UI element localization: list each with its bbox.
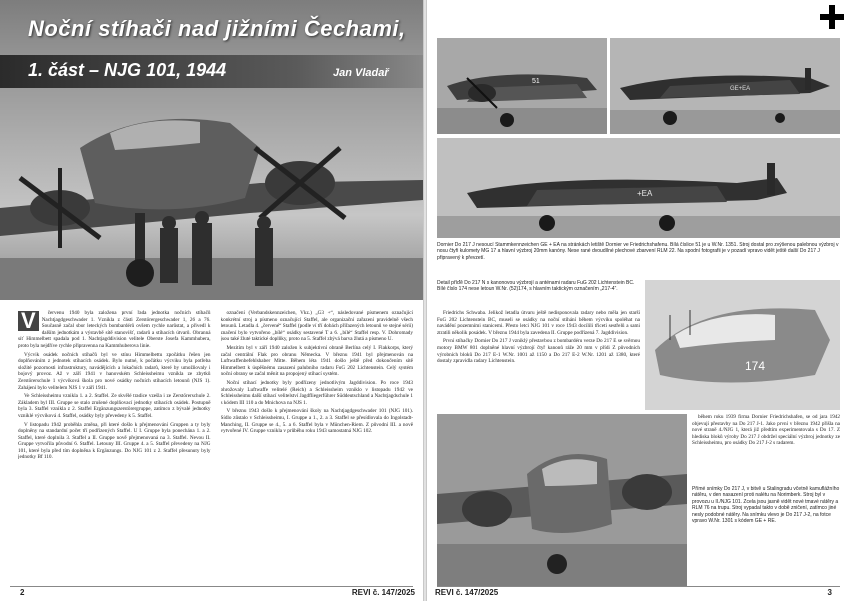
- text-column-3: [437, 310, 640, 410]
- left-text-columns: [18, 310, 413, 585]
- article-title-line2: 1. část – NJG 101, 1944: [28, 60, 227, 80]
- photo-do217-ge-ea-side: [437, 138, 840, 238]
- text-column-2: [221, 310, 414, 585]
- photo-do217n-nose: [645, 280, 840, 410]
- svg-text:51: 51: [532, 78, 540, 85]
- svg-text:+EA: +EA: [637, 189, 653, 198]
- main-photo-dornier-crew: [0, 88, 423, 300]
- drop-cap: V: [18, 311, 39, 331]
- caption-2: Detail příďě Do 217 N s kanonovou výzbrojí a anténami radaru FuG 202 Lichtenstein BC. Bílé číslo 174 nese letoun W.Nr. (52)174, s hlavním taktickým označením „217-4“.: [437, 280, 635, 293]
- paragraph: První stíhačky Dornier Do 217 J vzniklý přestavbou z bombardéru verze Do 217 E se svěrnou motory BMW 801 doplněné hlavní výzbrojí čtyř kanonů ráže 20 mm v přídi Z původních výrobních bloků Do 217 E-1 W.Nr. 1001 až 1150 a Do 217 E-2 W.Nr. 1201 až 1380, které dostaly zpravidla radary Lichtenstein.: [437, 338, 640, 365]
- paragraph: Výcvik osádek nočních stíhačů byl ve stínu Himmelbettu zpočátku řešen jen doplňováním z jednotek stíhacích osádek. Bylo nutné, k počátku výcviku byla potřeba složité pozornosti infrastruktury, navádějících a lokačních radarů, které by umožňovaly i bojový provoz. Až v září 1941 v hanovském Schleissheimu vznikla ze zbytků Zerstörerschule 1 výcviková škola pro nové osádky nočních stíhacích letounů (NJS 1). Zahájení bylo velitelem NJS 1 v září 1941.: [18, 351, 211, 391]
- svg-text:174: 174: [745, 359, 766, 373]
- paragraph: Noční stíhací jednotky byly podřízeny jednotlivým Jagddivision. Po roce 1943 ohrožovaly Luftwaffe velitelé (Reich) a Schleissheim vzniklo v listopadu 1942 ve Schleissheimu další stíhací velitelství Jagdfliegerführer Süddeutschland a Nachtjagdschule 1 s kódem III 110 a do Mnichova na NJS 1.: [220, 379, 413, 406]
- paragraph: označení (Verbandskennzeichen, Vkz.) „G3 +“, následované písmenem označující konkrétní stroj a písmeno označující Staffel, ale organizační zařazení pravidelně všech letounů. Letadla 4. „červené“ Staffel (podle ví tří dobách přiřazených letounů ve stejné sérii) značení bylo vytvořeno „bílé“ osádky sestavené T a 6. „bílé“ Staffel resp. V. Dohromady jsou také žluté taktické doplňky, proto na 5. Staffel zbývá barva žlutá a písmeno U.: [220, 310, 413, 343]
- photo-do217j-front: [437, 414, 687, 586]
- caption-1: [437, 242, 840, 261]
- page-number-right: 3: [827, 588, 832, 597]
- svg-text:GE+EA: GE+EA: [730, 86, 751, 92]
- caption-1-note: Na spodní fotografii je v pozadí vpravo vidět ještě další Do 217 J připravený k převzetí.: [437, 248, 820, 261]
- paragraph: V březnu 1943 došlo k přejmenování školy na Nachtjagdgeschwader 101 (NJG 101). Sídlo zůstalo v Schleissheimu, I. Gruppe a 1., 2. a 3. Staffel se přesídlovala do Ingolstadt-Manching, II. Gruppe se 4., 5. a 6. Staffel byla v München-Riem. Z původní III. a nově vytvořené IV. Gruppe vznikla v průběhu roku 1943 samostatná NJG 102.: [220, 408, 413, 435]
- balkenkreuz-icon: [819, 4, 845, 30]
- paragraph: během roku 1939 firma Dornier Friedrichshafen, se od jara 1942 objevují přestavby na Do 217 J-1. Jako první v březnu 1942 přišla na nové straně 4./NJG 1, která již předtím experimentovala s Do 17. Z hlediska bloků výroby Do 217 J obdržel speciální výzbroj jednotky ze Schleissheimu, pro osádky Do 217 J-2 s radarem.: [692, 414, 840, 447]
- paragraph: V listopadu 1942 proběhla změna, při které došlo k přejmenování Gruppen a ty byly doplněny na standardní počet tří podřízených Staffel. U I. Gruppe byla ponechána 1. a 2. Staffel, které doplnila 3. Staffel a II. Gruppe nově přejmenovaná na 3. Staffel. Nevou II. Gruppe vytvořila původní 6. Staffel. Letouny III. Gruppe 4. a 5. Staffel převedeny na NJG 101, které byla před tím doplněna k Ergänzungs. Do NJG 101 z 2. Staffel přesunuty byly jednotky Bf 110.: [18, 421, 211, 461]
- photo-do217-ge-ea-front: [610, 38, 840, 134]
- paragraph: Ve Schleissheimu vznikla 1. a 2. Staffel. Ze skvělé tradice vzešla i ze Zerstörerschule 2. Základem byl III. Gruppe se stalo zrušené doplňovací jednotky stíhacích osádek. Postupně byla 3. Staffel vznikla z 2. Staffel Ergänzungszerstörergruppe, zatímco z bývalé jednotky vzniklé výcviková 4. Staffel, osádky byly převedeny k 5. Staffel.: [18, 393, 211, 419]
- left-page: [0, 0, 423, 601]
- footer-rule: [10, 586, 413, 587]
- text-column-4: [692, 414, 840, 484]
- magazine-issue-left: REVI č. 147/2025: [351, 588, 415, 597]
- author-name: Jan Vladař: [333, 67, 389, 79]
- paragraph: červenu 1940 byla založena první řada jednotka nočních stíhačů Nachtjagdgeschwader 1. Vznikla z části Zerstörergeschwader 1, 26 a 76. Současně začal sbor leteckých bombardérů ovšem rychle narůstat, a přivedl k dalším jednotkám a výstavbě sítě stanovišť, radarů a stíhacích útvarů. Obranná síť Himmelbett spadala pod 1. Nachtjagddivision velitele Oberste Josefa Kammhubera, proto byla nejdříve rychle připravenna na Kammhuberova linie.: [18, 310, 211, 349]
- photo-do217-51: [437, 38, 607, 134]
- magazine-issue-right: REVI č. 147/2025: [435, 588, 499, 597]
- article-title-line1: Noční stíhači nad jižními Čechami,: [28, 16, 406, 41]
- footer-rule: [437, 586, 840, 587]
- page-number-left: 2: [20, 588, 25, 597]
- caption-3: Přímé snímky Do 217 J, v bitvě u Stalingradu včetně kamuflážního nátěru, v den nasazení proti nalétu na Norimberk. Stroj byl v provozu u II./NJG 101. Zcela jsou jasně vidět nové tmavé nátěry a RLM 76 na trupu. Stroj vypadal takto v době zničení, zatímco jiné nesly podobné nátěry. Na snímku vlevo je Do 217 J-2, na fotce vpravo W.Nr. 1301 s kódem GE + RE.: [692, 486, 840, 525]
- paragraph: Friedrichs Schwaba. Jelikož letadla útvaru ještě nedisponovala radary nebo měla jen starší FuG 202 Lichtenstein BC, museli se osádky na noční stíhání během výcviku spoléhat na navádění pozemními stanicemi. Přesto letci NJG 101 v roce 1943 docílili třiceti sestřelů a sami ztratili několik posádek. V březnu 1944 byla zavedena II. Gruppe podřízená 7. Jagddivision.: [437, 310, 640, 336]
- right-page: [427, 0, 850, 601]
- paragraph: Mezitím byl v září 1940 založen k subjektivní obraně Berlína celý I. Flakkorps, který začal centrální Flak pro obranu Německa. V březnu 1941 byl přejmenován na Luftwaffenbefehlshaber Mitte. Během léta 1941 došlo ještě před dokončením sítě Himmelbett k úspěšnému zasazení palubního radaru FuG 202 Lichtenstein. Celý systém noční obrany se začal měnit na propojený stíhací systém.: [220, 344, 413, 378]
- caption-1-text: Dornier Do 217 J nesoucí Stammkennzeichen GE + EA na stránkách letiště Dornier ve Friedrichshafenu. Bílá číslice 51 je u W.Nr. 1351. Stroj dostal pro zvýšenou palebnou výzbroj v nosu čtyři kulomety MG 17 a hlavní výzbroj 20mm kanóny. Nese rané dvoudílné plechové zbarvení RLM 22.: [437, 242, 839, 255]
- text-column-1: [18, 310, 211, 585]
